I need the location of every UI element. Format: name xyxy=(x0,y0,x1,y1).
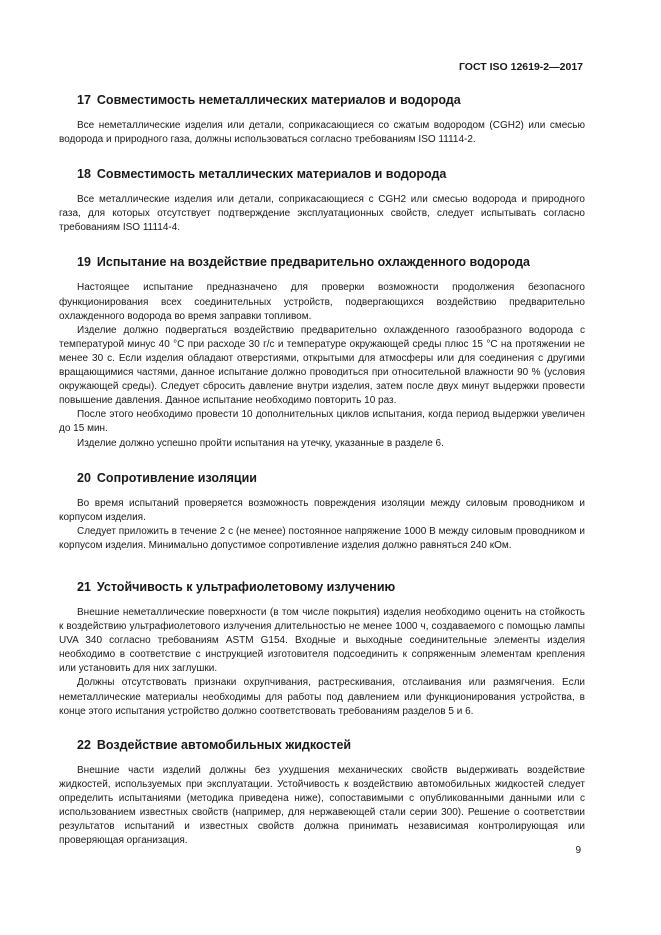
paragraph: Изделие должно успешно пройти испытания на утечку, указанные в разделе 6. xyxy=(77,437,444,449)
paragraph: Все неметаллические изделия или детали, соприкасающиеся со сжатым водородом (CGH2) или смесью водорода и природного газа, должны использоваться согласно требованиям ISO 11114-2. xyxy=(59,120,585,146)
paragraph: Во время испытаний проверяется возможность повреждения изоляции между силовым проводником и корпусом изделия. xyxy=(59,497,585,523)
paragraph: Внешние неметаллические поверхности (в том числе покрытия) изделия необходимо оценить на стойкость к воздействию ультрафиолетового излучения длительностью не менее 1000 ч, создаваемого с помощью лампы UVA 340 согласно требованиям ASTM G154. Входные и выходные соединительные элементы изделия необходимо в соответствие с инструкцией изготовителя подсоединить к сопряженным элементам крепления или установить для них заглушки. xyxy=(59,606,585,675)
section-heading xyxy=(59,253,585,271)
section-number: 22 xyxy=(77,737,91,752)
paragraph: Все металлические изделия или детали, соприкасающиеся с CGH2 или смесью водорода и природного газа, для которых отсутствует подтверждение эксплуатационных свойств, следует испытывать согласно требованиям ISO 11114-4. xyxy=(59,194,585,234)
section-20 xyxy=(59,469,585,553)
paragraph: Должны отсутствовать признаки охрупчивания, растрескивания, отслаивания или размягчения. Если неметаллические материалы необходимы для работы под давлением или функционирования устройства, в конце этого испытания устройство должно соответствовать требованиям разделов 5 и 6. xyxy=(59,677,585,717)
section-heading xyxy=(59,91,585,109)
section-18 xyxy=(59,165,585,235)
section-heading xyxy=(59,578,585,596)
section-title: Испытание на воздействие предварительно охлажденного водорода xyxy=(96,255,530,270)
section-title: Совместимость неметаллических материалов и водорода xyxy=(96,93,461,107)
section-heading xyxy=(59,736,585,754)
section-number: 17 xyxy=(77,93,91,107)
section-number: 18 xyxy=(77,167,91,182)
section-heading xyxy=(59,165,585,183)
section-number: 21 xyxy=(77,579,91,594)
section-title: Воздействие автомобильных жидкостей xyxy=(96,737,352,752)
section-number: 20 xyxy=(77,470,91,485)
section-21 xyxy=(59,578,585,719)
paragraph: Следует приложить в течение 2 с (не менее) постоянное напряжение 1000 В между силовым проводником и корпусом изделия. Минимально допустимое сопротивление изделия должно равняться 240 кОм. xyxy=(59,525,585,551)
document-body xyxy=(59,91,585,848)
section-17 xyxy=(59,91,585,147)
section-number: 19 xyxy=(77,255,91,270)
paragraph: Изделие должно подвергаться воздействию предварительно охлажденного газообразного водорода с температурой минус 40 °С при расходе 30 г/с и температуре окружающей среды плюс 15 °С на протяжении не менее 30 с. Если изделия обладают отверстиями, открытыми для атмосферы или для соединения с другими вращающимися частями, данное испытание должно проводиться при относительной влажности 90 % (условия окружающей среды). Следует сбросить давление внутри изделия, затем после двух минут выдержки провести повышение давления. Данное испытание необходимо повторить 10 раз. xyxy=(59,324,585,407)
paragraph: Настоящее испытание предназначено для проверки возможности продолжения безопасного функционирования всех соединительных устройств, подвергающихся воздействию предварительно охлажденного водорода во время заправки топливом. xyxy=(59,282,585,322)
section-heading xyxy=(59,469,585,487)
page-number: 9 xyxy=(575,845,581,856)
paragraph: После этого необходимо провести 10 дополнительных циклов испытания, когда период выдержки увеличен до 15 мин. xyxy=(59,409,585,435)
section-title: Сопротивление изоляции xyxy=(96,470,257,485)
document-header-id: ГОСТ ISO 12619-2—2017 xyxy=(458,61,583,73)
section-title: Совместимость металлических материалов и водорода xyxy=(96,167,447,182)
paragraph: Внешние части изделий должны без ухудшения механических свойств выдерживать воздействие жидкостей, используемых при эксплуатации. Устойчивость к воздействию автомобильных жидкостей следует определить испытаниями (методика приведена ниже), сопоставимыми с опубликованными данными или с использованием известных свойств (например, для нержавеющей стали серии 300). Решение о соответствии результатов испытаний и известных свойств должна принимать независимая контролирующая или проверяющая организация. xyxy=(59,764,585,847)
section-19 xyxy=(59,253,585,450)
section-22 xyxy=(59,736,585,849)
section-title: Устойчивость к ультрафиолетовому излучению xyxy=(96,579,396,594)
